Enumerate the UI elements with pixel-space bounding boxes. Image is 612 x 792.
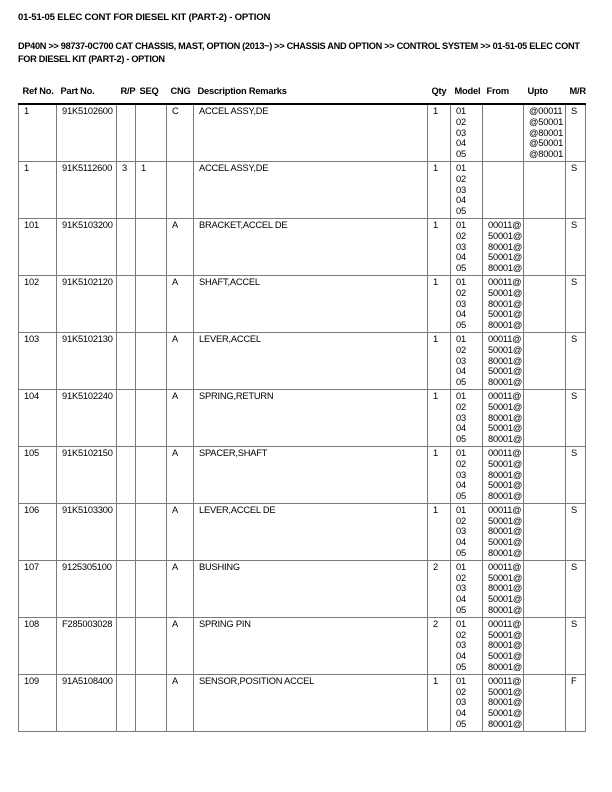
cell-mr: S — [566, 161, 586, 218]
cell-qty: 1 — [428, 275, 451, 332]
cell-line: 50001@ — [488, 230, 523, 241]
cell-cng: A — [167, 560, 194, 617]
cell-mr: F — [566, 674, 586, 731]
cell-rp — [117, 389, 136, 446]
cell-mr: S — [566, 332, 586, 389]
cell-ref-no: 102 — [19, 275, 57, 332]
cell-part-no: F285003028 — [57, 617, 117, 674]
cell-part-no: 91K5102150 — [57, 446, 117, 503]
cell-line: 00011@ — [488, 276, 522, 287]
cell-line: 01 — [456, 219, 466, 230]
cell-line: 50001@ — [488, 366, 523, 377]
cell-line: 03 — [456, 184, 466, 195]
cell-line: 02 — [456, 116, 466, 127]
cell-line: 05 — [456, 719, 466, 730]
cell-seq — [136, 218, 167, 275]
cell-line: 00011@ — [488, 504, 522, 515]
cell-qty: 1 — [428, 389, 451, 446]
cell-line: 50001@ — [488, 572, 523, 583]
cell-seq — [136, 617, 167, 674]
cell-cng: C — [167, 104, 194, 161]
cell-line: 05 — [456, 434, 466, 445]
cell-from — [483, 446, 524, 503]
cell-part-no: 91K5102130 — [57, 332, 117, 389]
cell-seq — [136, 446, 167, 503]
cell-part-no: 91A5108400 — [57, 674, 117, 731]
cell-line: 03 — [456, 355, 466, 366]
parts-table — [18, 86, 586, 732]
cell-line: 04 — [456, 537, 466, 548]
cell-from — [483, 161, 524, 218]
page-title: 01-51-05 ELEC CONT FOR DIESEL KIT (PART-2) - OPTION — [18, 12, 271, 23]
cell-line: 05 — [456, 206, 466, 217]
cell-line: 03 — [456, 241, 466, 252]
cell-line: 04 — [456, 138, 466, 149]
cell-cng: A — [167, 446, 194, 503]
cell-line: 04 — [456, 366, 466, 377]
cell-part-no: 9125305100 — [57, 560, 117, 617]
cell-mr: S — [566, 503, 586, 560]
cell-cng: A — [167, 275, 194, 332]
cell-from — [483, 104, 524, 161]
cell-part-no: 91K5102240 — [57, 389, 117, 446]
cell-upto — [524, 446, 566, 503]
cell-upto — [524, 389, 566, 446]
cell-seq — [136, 275, 167, 332]
cell-line: 05 — [456, 662, 466, 673]
cell-line: 02 — [456, 458, 466, 469]
cell-line: 01 — [456, 276, 466, 287]
col-header-cng: CNG — [167, 86, 194, 104]
cell-upto — [524, 617, 566, 674]
table-row — [19, 104, 586, 161]
table-row — [19, 218, 586, 275]
cell-line: 80001@ — [488, 662, 523, 673]
cell-line: 80001@ — [488, 640, 523, 651]
cell-line: 80001@ — [488, 719, 523, 730]
cell-cng: A — [167, 674, 194, 731]
cell-line: 80001@ — [488, 583, 523, 594]
cell-line: 02 — [456, 629, 466, 640]
cell-line: 80001@ — [488, 412, 523, 423]
cell-line: 01 — [456, 618, 466, 629]
cell-cng: A — [167, 503, 194, 560]
cell-line: 04 — [456, 594, 466, 605]
table-row — [19, 389, 586, 446]
cell-line: 80001@ — [488, 298, 523, 309]
cell-line: 02 — [456, 173, 466, 184]
cell-qty: 1 — [428, 161, 451, 218]
cell-seq — [136, 104, 167, 161]
cell-model — [451, 503, 483, 560]
cell-mr: S — [566, 275, 586, 332]
cell-line: 03 — [456, 583, 466, 594]
cell-line: 01 — [456, 390, 466, 401]
cell-line: 00011@ — [488, 390, 522, 401]
cell-ref-no: 1 — [19, 104, 57, 161]
cell-mr: S — [566, 218, 586, 275]
cell-from — [483, 332, 524, 389]
cell-rp — [117, 674, 136, 731]
cell-line: 80001@ — [488, 434, 523, 445]
cell-qty: 1 — [428, 503, 451, 560]
cell-line: 05 — [456, 149, 466, 160]
table-row — [19, 503, 586, 560]
cell-line: 80001@ — [488, 355, 523, 366]
cell-mr: S — [566, 560, 586, 617]
cell-line: 05 — [456, 605, 466, 616]
cell-description: LEVER,ACCEL — [194, 332, 428, 389]
cell-description: SPRING PIN — [194, 617, 428, 674]
cell-line: 05 — [456, 377, 466, 388]
cell-rp — [117, 446, 136, 503]
header-row — [19, 86, 586, 104]
cell-ref-no: 107 — [19, 560, 57, 617]
cell-model — [451, 674, 483, 731]
cell-ref-no: 104 — [19, 389, 57, 446]
cell-ref-no: 1 — [19, 161, 57, 218]
cell-ref-no: 103 — [19, 332, 57, 389]
cell-upto — [524, 218, 566, 275]
cell-line: 04 — [456, 651, 466, 662]
cell-model — [451, 332, 483, 389]
cell-cng: A — [167, 617, 194, 674]
cell-from — [483, 674, 524, 731]
table-row — [19, 332, 586, 389]
cell-part-no: 91K5103200 — [57, 218, 117, 275]
cell-cng — [167, 161, 194, 218]
cell-part-no: 91K5102120 — [57, 275, 117, 332]
col-header-mr: M/R — [566, 86, 586, 104]
cell-line: 05 — [456, 548, 466, 559]
cell-cng: A — [167, 332, 194, 389]
cell-line: 00011@ — [488, 447, 522, 458]
cell-line: 80001@ — [488, 548, 523, 559]
cell-line: 80001@ — [488, 263, 523, 274]
cell-line: 50001@ — [488, 651, 523, 662]
cell-seq: 1 — [136, 161, 167, 218]
cell-line: 02 — [456, 230, 466, 241]
cell-qty: 2 — [428, 617, 451, 674]
cell-line: 50001@ — [488, 537, 523, 548]
cell-line: 02 — [456, 287, 466, 298]
cell-from — [483, 275, 524, 332]
parts-table-header — [19, 86, 586, 104]
cell-rp: 3 — [117, 161, 136, 218]
table-row — [19, 617, 586, 674]
cell-line: 05 — [456, 263, 466, 274]
cell-part-no: 91K5103300 — [57, 503, 117, 560]
cell-model — [451, 389, 483, 446]
cell-line: 01 — [456, 447, 466, 458]
cell-line: 01 — [456, 333, 466, 344]
cell-line: 00011@ — [488, 219, 522, 230]
cell-line: @80001 — [529, 127, 564, 138]
cell-ref-no: 105 — [19, 446, 57, 503]
cell-line: 04 — [456, 252, 466, 263]
cell-line: 02 — [456, 572, 466, 583]
cell-line: 03 — [456, 298, 466, 309]
col-header-from: From — [483, 86, 524, 104]
cell-seq — [136, 332, 167, 389]
cell-part-no: 91K5102600 — [57, 104, 117, 161]
cell-upto — [524, 104, 566, 161]
cell-line: 02 — [456, 686, 466, 697]
cell-upto — [524, 275, 566, 332]
cell-upto — [524, 161, 566, 218]
cell-line: 03 — [456, 697, 466, 708]
table-row — [19, 674, 586, 731]
cell-description: BUSHING — [194, 560, 428, 617]
cell-rp — [117, 503, 136, 560]
cell-model — [451, 161, 483, 218]
cell-line: 02 — [456, 515, 466, 526]
cell-line: 50001@ — [488, 344, 523, 355]
cell-model — [451, 104, 483, 161]
cell-line: 80001@ — [488, 320, 523, 331]
cell-line: 00011@ — [488, 675, 522, 686]
cell-model — [451, 617, 483, 674]
cell-line: 80001@ — [488, 526, 523, 537]
table-row — [19, 275, 586, 332]
cell-description: SHAFT,ACCEL — [194, 275, 428, 332]
cell-cng: A — [167, 218, 194, 275]
cell-model — [451, 560, 483, 617]
cell-line: 80001@ — [488, 469, 523, 480]
cell-description: LEVER,ACCEL DE — [194, 503, 428, 560]
cell-ref-no: 108 — [19, 617, 57, 674]
cell-description: BRACKET,ACCEL DE — [194, 218, 428, 275]
cell-line: 03 — [456, 412, 466, 423]
cell-upto — [524, 674, 566, 731]
cell-line: 50001@ — [488, 458, 523, 469]
cell-line: 01 — [456, 504, 466, 515]
cell-line: @50001 — [529, 138, 564, 149]
cell-rp — [117, 617, 136, 674]
cell-line: 80001@ — [488, 605, 523, 616]
cell-line: 50001@ — [488, 401, 523, 412]
cell-upto — [524, 503, 566, 560]
cell-part-no: 91K5112600 — [57, 161, 117, 218]
cell-seq — [136, 503, 167, 560]
cell-line: 80001@ — [488, 377, 523, 388]
cell-line: 80001@ — [488, 697, 523, 708]
cell-line: 50001@ — [488, 309, 523, 320]
cell-line: 03 — [456, 127, 466, 138]
col-header-ref-no: Ref No. — [19, 86, 57, 104]
cell-line: 50001@ — [488, 515, 523, 526]
cell-line: 01 — [456, 162, 466, 173]
cell-qty: 1 — [428, 218, 451, 275]
col-header-rp: R/P — [117, 86, 136, 104]
cell-line: 04 — [456, 309, 466, 320]
cell-line: 03 — [456, 526, 466, 537]
cell-description: ACCEL ASSY,DE — [194, 161, 428, 218]
cell-line: @80001 — [529, 149, 564, 160]
cell-from — [483, 560, 524, 617]
cell-line: 01 — [456, 561, 466, 572]
col-header-upto: Upto — [524, 86, 566, 104]
cell-mr: S — [566, 446, 586, 503]
cell-line: 50001@ — [488, 629, 523, 640]
cell-line: 00011@ — [488, 561, 522, 572]
cell-line: 04 — [456, 708, 466, 719]
table-row — [19, 161, 586, 218]
cell-ref-no: 101 — [19, 218, 57, 275]
cell-from — [483, 389, 524, 446]
cell-description: SPACER,SHAFT — [194, 446, 428, 503]
cell-ref-no: 106 — [19, 503, 57, 560]
cell-model — [451, 446, 483, 503]
cell-line: @50001 — [529, 116, 564, 127]
cell-rp — [117, 275, 136, 332]
col-header-seq: SEQ — [136, 86, 167, 104]
cell-line: 03 — [456, 469, 466, 480]
col-header-model: Model — [451, 86, 483, 104]
cell-line: 50001@ — [488, 480, 523, 491]
cell-line: 50001@ — [488, 287, 523, 298]
parts-table-body — [19, 104, 586, 731]
cell-line: 04 — [456, 480, 466, 491]
cell-model — [451, 275, 483, 332]
cell-rp — [117, 560, 136, 617]
cell-line: 00011@ — [488, 618, 522, 629]
breadcrumb: DP40N >> 98737-0C700 CAT CHASSIS, MAST, OPTION (2013~) >> CHASSIS AND OPTION >> CONTROL SYSTEM >> 01-51-05 ELEC CONT FOR DIESEL KIT (PART-2) - OPTION — [18, 41, 580, 64]
cell-description: SENSOR,POSITION ACCEL — [194, 674, 428, 731]
cell-mr: S — [566, 104, 586, 161]
cell-from — [483, 503, 524, 560]
cell-line: 80001@ — [488, 491, 523, 502]
cell-qty: 2 — [428, 560, 451, 617]
cell-rp — [117, 332, 136, 389]
cell-line: 00011@ — [488, 333, 522, 344]
cell-mr: S — [566, 617, 586, 674]
cell-line: 04 — [456, 195, 466, 206]
table-row — [19, 446, 586, 503]
cell-line: 50001@ — [488, 708, 523, 719]
cell-from — [483, 617, 524, 674]
cell-rp — [117, 218, 136, 275]
cell-qty: 1 — [428, 446, 451, 503]
cell-description: SPRING,RETURN — [194, 389, 428, 446]
col-header-qty: Qty — [428, 86, 451, 104]
cell-cng: A — [167, 389, 194, 446]
cell-upto — [524, 560, 566, 617]
cell-seq — [136, 560, 167, 617]
cell-line: 03 — [456, 640, 466, 651]
cell-mr: S — [566, 389, 586, 446]
cell-line: 01 — [456, 106, 466, 116]
cell-line: @00011 — [529, 106, 563, 116]
table-row — [19, 560, 586, 617]
cell-line: 04 — [456, 423, 466, 434]
cell-line: 01 — [456, 675, 466, 686]
cell-rp — [117, 104, 136, 161]
cell-model — [451, 218, 483, 275]
cell-ref-no: 109 — [19, 674, 57, 731]
cell-line: 50001@ — [488, 594, 523, 605]
cell-qty: 1 — [428, 332, 451, 389]
cell-seq — [136, 389, 167, 446]
cell-seq — [136, 674, 167, 731]
cell-qty: 1 — [428, 674, 451, 731]
col-header-description: Description Remarks — [194, 86, 428, 104]
cell-qty: 1 — [428, 104, 451, 161]
cell-line: 80001@ — [488, 241, 523, 252]
cell-from — [483, 218, 524, 275]
col-header-part-no: Part No. — [57, 86, 117, 104]
cell-line: 05 — [456, 320, 466, 331]
cell-line: 02 — [456, 401, 466, 412]
cell-line: 02 — [456, 344, 466, 355]
cell-line: 50001@ — [488, 686, 523, 697]
cell-line: 50001@ — [488, 252, 523, 263]
cell-upto — [524, 332, 566, 389]
cell-line: 05 — [456, 491, 466, 502]
cell-line: 50001@ — [488, 423, 523, 434]
cell-description: ACCEL ASSY,DE — [194, 104, 428, 161]
